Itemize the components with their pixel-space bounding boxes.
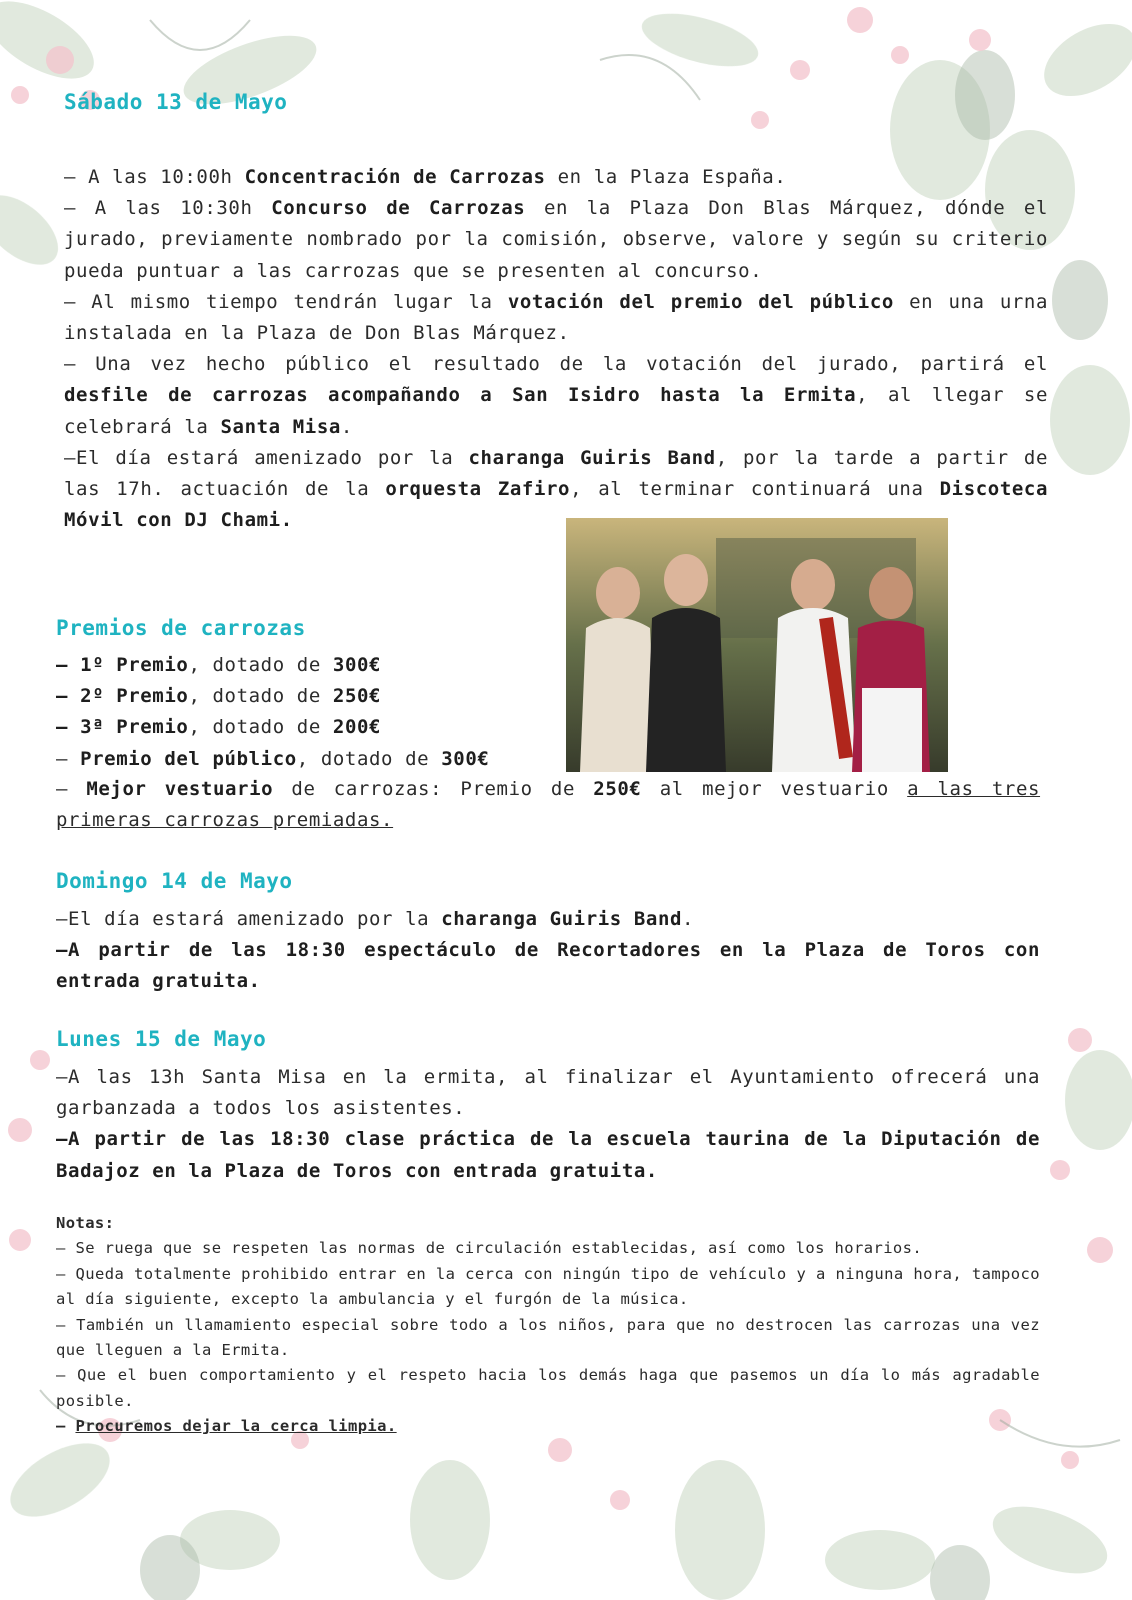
- premio-vestuario: – Mejor vestuario de carrozas: Premio de 250€ al mejor vestuario a las tres primeras carrozas premiadas.: [56, 778, 1041, 832]
- premio-3: – 3ª Premio, dotado de 200€: [56, 716, 382, 739]
- heading-premios: Premios de carrozas: [56, 616, 306, 640]
- nota-2: – Queda totalmente prohibido entrar en la cerca con ningún tipo de vehículo y a ninguna hora, tampoco al día siguiente, excepto la ambulancia y el furgón de la música.: [56, 1264, 1040, 1309]
- domingo-section: [56, 904, 1040, 998]
- premios-list: [56, 650, 556, 775]
- sabado-line-4: – Una vez hecho público el resultado de la votación del jurado, partirá el desfile de carrozas acompañando a San Isidro hasta la Ermita, al llegar se celebrará la Santa Misa.: [64, 353, 1048, 438]
- lunes-section: [56, 1062, 1040, 1187]
- vestuario-underlined-note: a las tres primeras carrozas premiadas.: [56, 778, 1041, 832]
- domingo-line-2: –A partir de las 18:30 espectáculo de Recortadores en la Plaza de Toros con entrada gratuita.: [56, 939, 1040, 993]
- lunes-line-1: –A las 13h Santa Misa en la ermita, al finalizar el Ayuntamiento ofrecerá una garbanzada a todos los asistentes.: [56, 1066, 1040, 1120]
- sabado-line-3: – Al mismo tiempo tendrán lugar la votación del premio del público en una urna instalada en la Plaza de Don Blas Márquez.: [64, 290, 1048, 345]
- nota-5: – Procuremos dejar la cerca limpia.: [56, 1417, 397, 1436]
- nota-4: – Que el buen comportamiento y el respeto hacia los demás haga que pasemos un día lo más agradable posible.: [56, 1366, 1040, 1410]
- sabado-line-2: – A las 10:30h Concurso de Carrozas en la Plaza Don Blas Márquez, dónde el jurado, previamente nombrado por la comisión, observe, valore y según su criterio pueda puntuar a las carrozas que se presenten al concurso.: [64, 197, 1048, 282]
- lunes-line-2: –A partir de las 18:30 clase práctica de la escuela taurina de la Diputación de Badajoz en la Plaza de Toros con entrada gratuita.: [56, 1128, 1040, 1182]
- premio-2: – 2º Premio, dotado de 250€: [56, 685, 382, 708]
- heading-lunes: Lunes 15 de Mayo: [56, 1027, 267, 1051]
- notas-title: Notas:: [56, 1214, 115, 1232]
- domingo-line-1: –El día estará amenizado por la charanga Guiris Band.: [56, 908, 695, 930]
- sabado-line-5: –El día estará amenizado por la charanga Guiris Band, por la tarde a partir de las 17h. actuación de la orquesta Zafiro, al terminar continuará una Discoteca Móvil con DJ Chami.: [64, 446, 1048, 532]
- nota-3: – También un llamamiento especial sobre todo a los niños, para que no destrocen las carrozas una vez que lleguen a la Ermita.: [56, 1315, 1040, 1360]
- heading-sabado: Sábado 13 de Mayo: [64, 90, 288, 114]
- nota-1: – Se ruega que se respeten las normas de circulación establecidas, así como los horarios.: [56, 1239, 923, 1258]
- premio-1: – 1º Premio, dotado de 300€: [56, 654, 382, 676]
- sabado-line-1: – A las 10:00h Concentración de Carrozas en la Plaza España.: [64, 166, 787, 188]
- premio-publico: – Premio del público, dotado de 300€: [56, 747, 490, 770]
- heading-domingo: Domingo 14 de Mayo: [56, 869, 293, 893]
- notas-section: [56, 1211, 1040, 1440]
- sabado-section: [64, 162, 1048, 536]
